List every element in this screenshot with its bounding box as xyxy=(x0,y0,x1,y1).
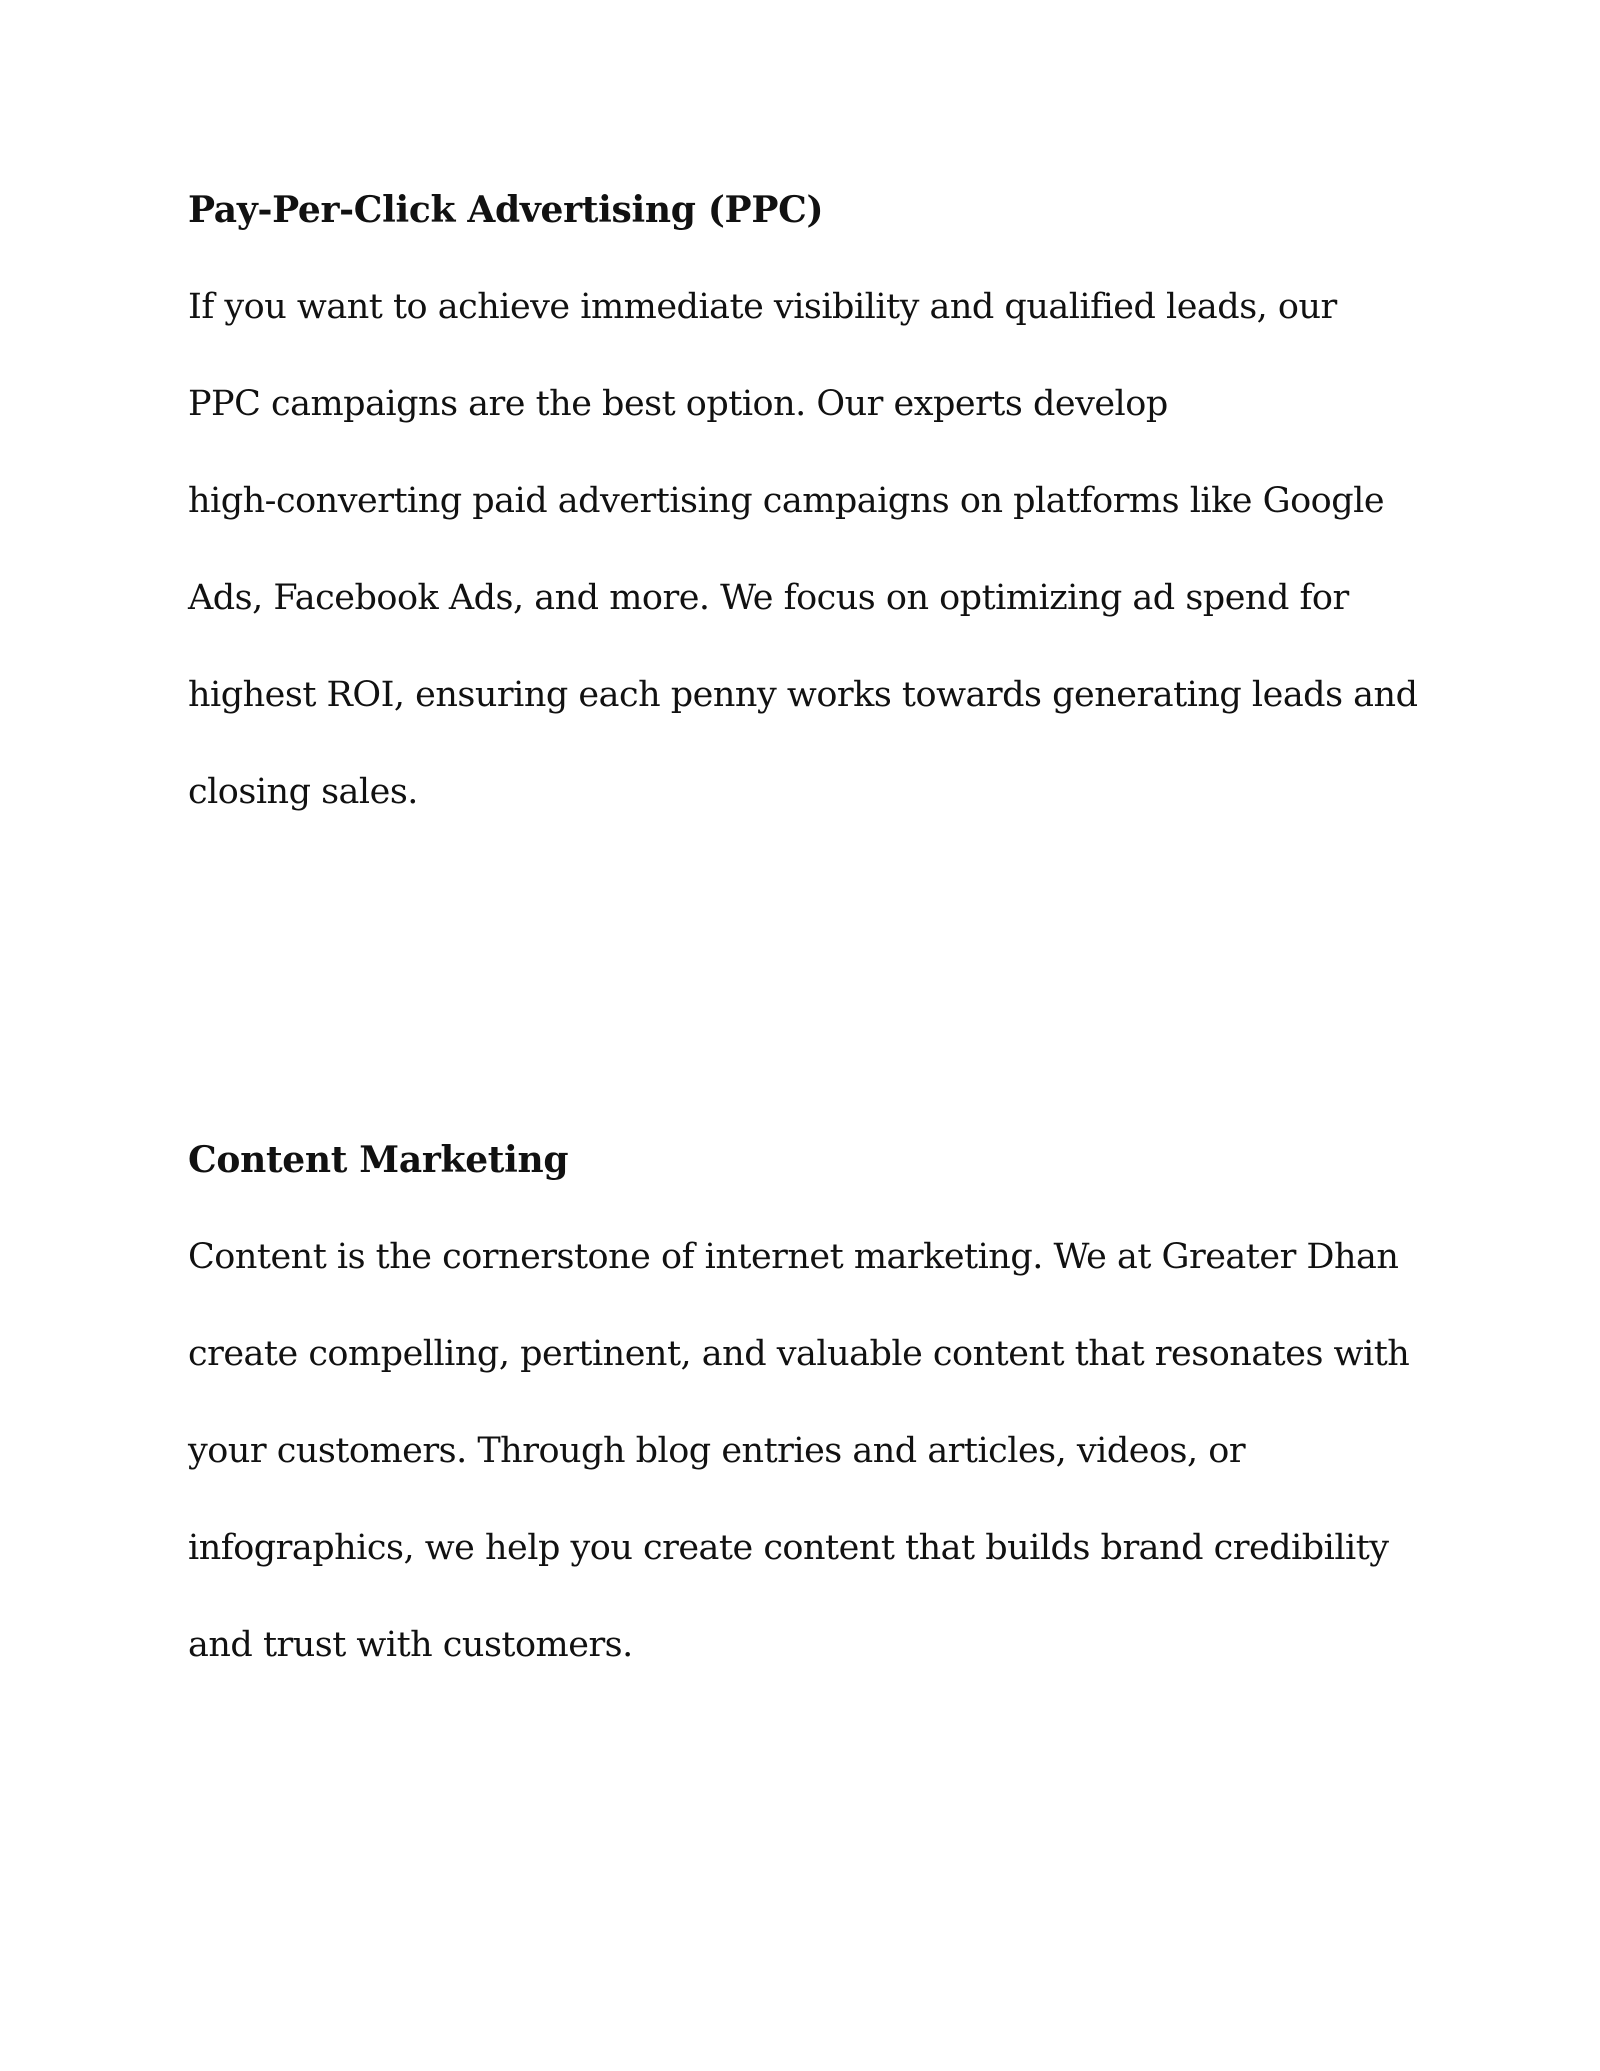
paragraph-line: your customers. Through blog entries and articles, videos, or xyxy=(188,1431,1246,1471)
paragraph-line: Content is the cornerstone of internet marketing. We at Greater Dhan xyxy=(188,1237,1399,1277)
section-content-marketing xyxy=(188,1130,1428,1675)
paragraph-line: closing sales. xyxy=(188,772,418,812)
section-heading-ppc: Pay-Per-Click Advertising (PPC) xyxy=(188,189,824,231)
section-heading-content-marketing: Content Marketing xyxy=(188,1139,569,1181)
paragraph-line: and trust with customers. xyxy=(188,1625,633,1665)
paragraph-line: highest ROI, ensuring each penny works towards generating leads and xyxy=(188,675,1418,715)
paragraph-line: If you want to achieve immediate visibility and qualified leads, our xyxy=(188,287,1337,327)
paragraph-line: create compelling, pertinent, and valuable content that resonates with xyxy=(188,1334,1410,1374)
section-ppc xyxy=(188,180,1428,822)
paragraph-line: high-converting paid advertising campaigns on platforms like Google xyxy=(188,481,1385,521)
paragraph-line: PPC campaigns are the best option. Our experts develop xyxy=(188,384,1168,424)
paragraph-line: infographics, we help you create content that builds brand credibility xyxy=(188,1528,1389,1568)
paragraph-line: Ads, Facebook Ads, and more. We focus on optimizing ad spend for xyxy=(188,578,1349,618)
